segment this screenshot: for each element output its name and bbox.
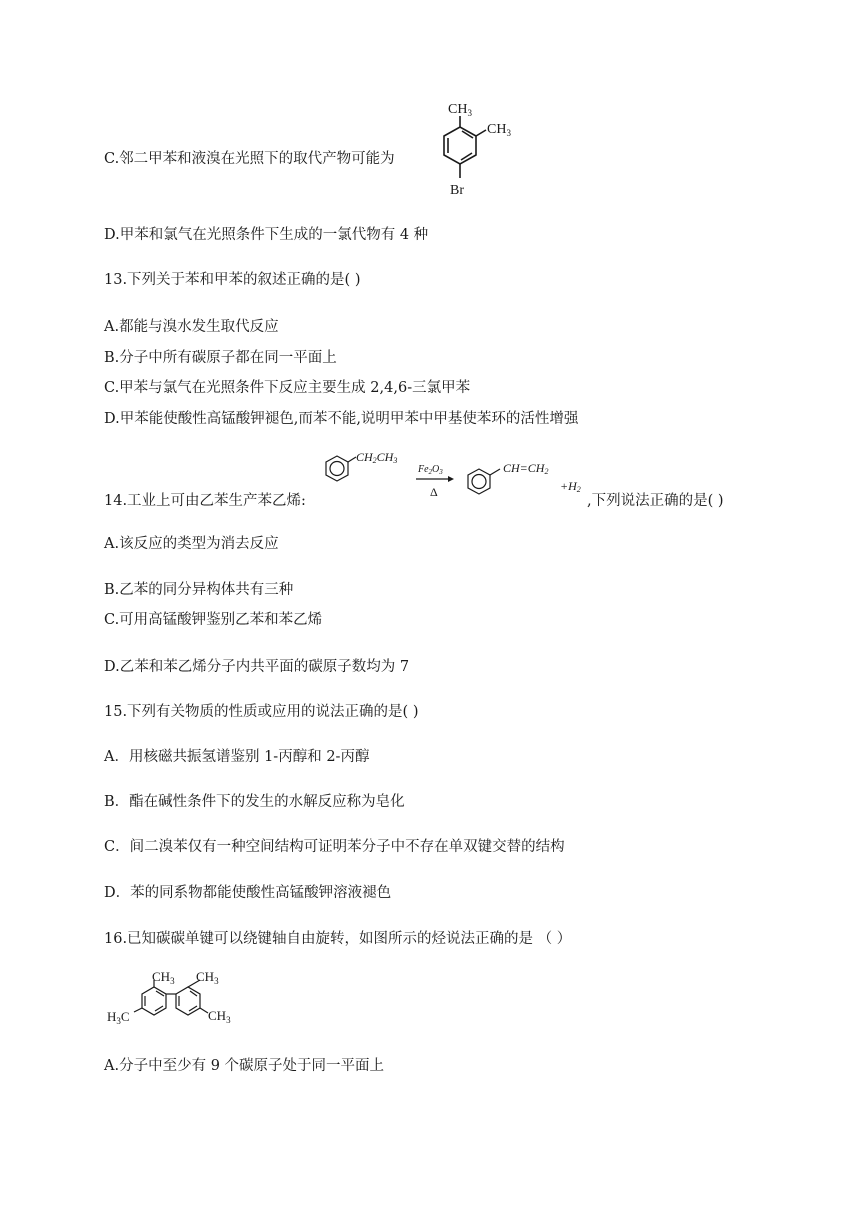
methyl-right: $CH_3$ xyxy=(208,1008,231,1025)
product-benzene-ring xyxy=(468,469,500,494)
q15-option-b: B．酯在碱性条件下的发生的水解反应称为皂化 xyxy=(104,794,405,810)
q14-option-a: A.该反应的类型为消去反应 xyxy=(104,536,279,552)
q12c-structure-figure xyxy=(420,100,520,215)
q12c-bromo: Br xyxy=(450,183,464,198)
product-vinyl-group: CH=CH2 xyxy=(503,461,549,476)
methyl-top-left: $CH_3$ xyxy=(152,969,175,986)
q13-option-a: A.都能与溴水发生取代反应 xyxy=(104,319,279,335)
q12c-top-methyl: $CH_3$ xyxy=(448,102,472,118)
q13-option-c: C.甲苯与氯气在光照条件下反应主要生成 2,4,6-三氯甲苯 xyxy=(104,380,471,396)
q15-option-c: C．间二溴苯仅有一种空间结构可证明苯分子中不存在单双键交替的结构 xyxy=(104,839,565,855)
catalyst-label: $Fe_2O_3$ xyxy=(418,464,443,476)
heat-condition: Δ xyxy=(430,485,438,499)
q14-reaction-figure xyxy=(318,452,588,507)
q16-structure-figure xyxy=(104,968,264,1033)
methyl-left: $H_3C$ xyxy=(107,1009,130,1026)
q15-option-d: D．苯的同系物都能使酸性高锰酸钾溶液褪色 xyxy=(104,885,392,901)
q12c-side-methyl: $CH_3$ xyxy=(487,122,511,138)
benzene-ring xyxy=(444,116,486,178)
q14-option-d: D.乙苯和苯乙烯分子内共平面的碳原子数均为 7 xyxy=(104,659,410,675)
q14-stem-suffix: ,下列说法正确的是( ) xyxy=(587,493,724,509)
reaction-arrowhead xyxy=(448,476,454,482)
q14-option-b: B.乙苯的同分异构体共有三种 xyxy=(104,582,294,598)
q12-option-c: C.邻二甲苯和液溴在光照下的取代产物可能为 xyxy=(104,151,395,167)
hydrogen-byproduct: +H2 xyxy=(560,479,581,494)
q13-option-d: D.甲苯能使酸性高锰酸钾褪色,而苯不能,说明甲苯中甲基使苯环的活性增强 xyxy=(104,411,579,427)
methyl-top-right: $CH_3$ xyxy=(196,969,219,986)
q13-option-b: B.分子中所有碳原子都在同一平面上 xyxy=(104,350,337,366)
q16-stem: 16.已知碳碳单键可以绕键轴自由旋转，如图所示的烃说法正确的是 （ ） xyxy=(104,931,572,947)
q13-stem: 13.下列关于苯和甲苯的叙述正确的是( ) xyxy=(104,272,361,288)
q15-option-a: A．用核磁共振氢谱鉴别 1-丙醇和 2-丙醇 xyxy=(104,749,370,765)
q12-option-d: D.甲苯和氯气在光照条件下生成的一氯代物有 4 种 xyxy=(104,227,429,243)
q15-stem: 15.下列有关物质的性质或应用的说法正确的是( ) xyxy=(104,704,419,720)
q16-option-a: A.分子中至少有 9 个碳原子处于同一平面上 xyxy=(104,1058,385,1074)
reactant-benzene-ring xyxy=(326,456,356,481)
reactant-ethyl-group: CH2CH3 xyxy=(356,450,398,465)
q14-option-c: C.可用高锰酸钾鉴别乙苯和苯乙烯 xyxy=(104,612,323,628)
q14-stem-prefix: 14.工业上可由乙苯生产苯乙烯: xyxy=(104,493,306,509)
